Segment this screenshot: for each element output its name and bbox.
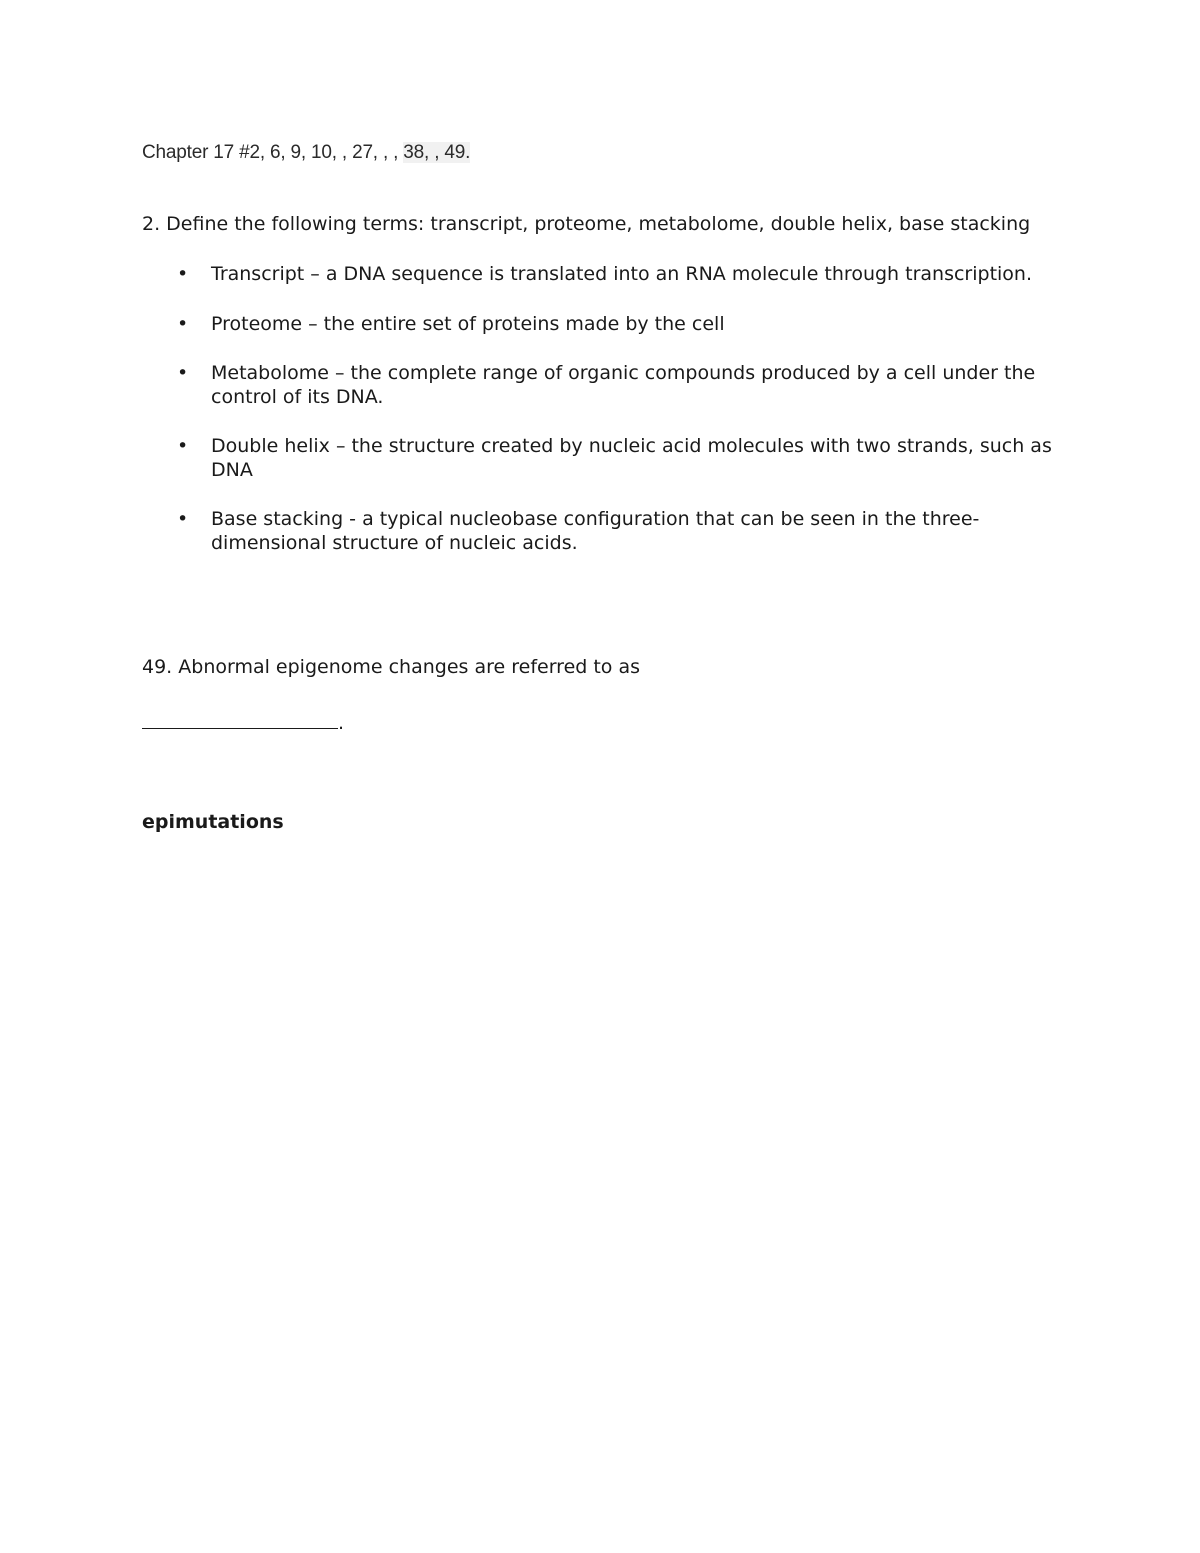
definition-item-proteome — [142, 313, 1072, 337]
definition-text: Transcript – a DNA sequence is translated into an RNA molecule through transcription. — [211, 263, 1032, 285]
bullet-icon: • — [177, 362, 189, 384]
answer-blank-underline — [142, 708, 338, 729]
bullet-icon: • — [177, 508, 189, 530]
answer-blank-period: . — [338, 712, 345, 734]
answer-blank — [142, 708, 344, 735]
chapter-problem-list-highlight: 38, , 49. — [403, 142, 471, 163]
chapter-problem-list — [142, 141, 470, 165]
definition-item-base-stacking — [142, 508, 1072, 555]
definition-item-transcript — [142, 263, 1072, 287]
question-49-answer: epimutations — [142, 811, 284, 833]
bullet-icon: • — [177, 263, 189, 285]
definition-text: Double helix – the structure created by nucleic acid molecules with two strands, such as DNA — [211, 435, 1052, 481]
question-2-prompt: 2. Define the following terms: transcript, proteome, metabolome, double helix, base stacking — [142, 213, 1031, 235]
definition-item-metabolome — [142, 362, 1072, 409]
definition-item-double-helix — [142, 435, 1072, 482]
definition-text: Proteome – the entire set of proteins made by the cell — [211, 312, 725, 335]
chapter-problem-list-text: Chapter 17 #2, 6, 9, 10, , 27, , , — [142, 142, 404, 163]
bullet-icon: • — [177, 312, 189, 335]
bullet-icon: • — [177, 435, 189, 457]
definition-text: Metabolome – the complete range of organic compounds produced by a cell under the control of its DNA. — [211, 362, 1036, 408]
definition-text: Base stacking - a typical nucleobase configuration that can be seen in the three-dimensional structure of nucleic acids. — [211, 508, 980, 554]
question-49-prompt: 49. Abnormal epigenome changes are referred to as — [142, 656, 641, 678]
definition-list — [142, 263, 1072, 581]
